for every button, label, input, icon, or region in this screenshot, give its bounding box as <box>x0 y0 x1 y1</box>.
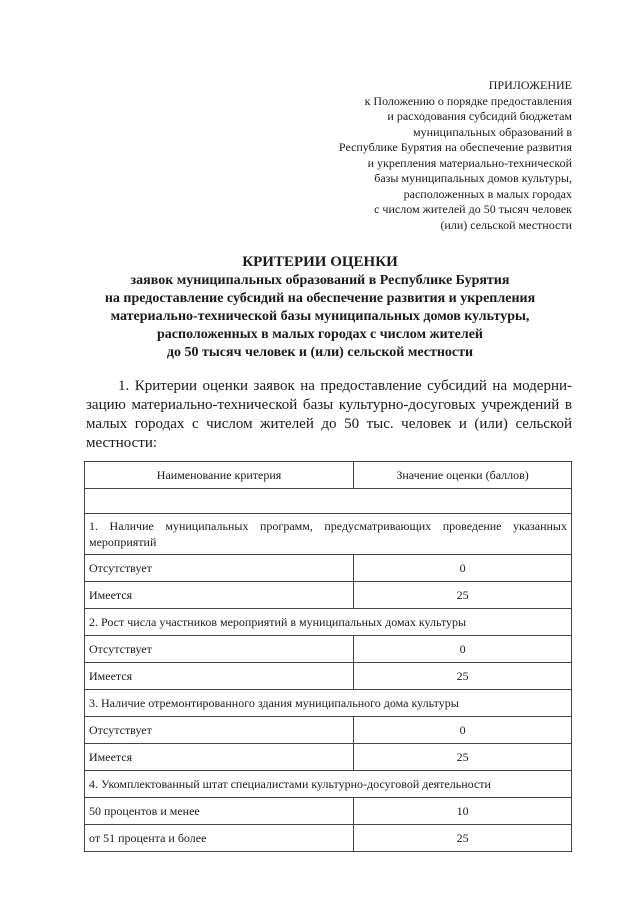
section-title: 2. Рост числа участников мероприятий в муниципальных домах культуры <box>85 609 572 636</box>
table-row <box>85 744 572 771</box>
section-row <box>85 771 572 798</box>
section-row <box>85 514 572 555</box>
section-title: 3. Наличие отремонтированного здания муниципального дома культуры <box>85 690 572 717</box>
option-label: Имеется <box>85 663 354 690</box>
header-criterion: Наименование критерия <box>85 462 354 489</box>
intro-line: зацию материально-технической базы культурно-досуговых учреждений в <box>86 397 572 413</box>
appendix-line: к Положению о порядке предоставления <box>364 93 572 108</box>
appendix-block <box>252 78 572 233</box>
appendix-heading: ПРИЛОЖЕНИЕ <box>488 78 572 92</box>
option-value: 25 <box>354 744 572 771</box>
title-line: материально-технической базы муниципальных домов культуры, <box>110 309 530 324</box>
option-value: 25 <box>354 582 572 609</box>
option-label: 50 процентов и менее <box>85 798 354 825</box>
option-label: Отсутствует <box>85 636 354 663</box>
appendix-line: и укрепления материально-технической <box>367 155 572 170</box>
table-row <box>85 582 572 609</box>
header-score: Значение оценки (баллов) <box>354 462 572 489</box>
table-row <box>85 636 572 663</box>
table-row <box>85 825 572 852</box>
table-header-row <box>85 462 572 489</box>
appendix-line: расположенных в малых городах <box>403 186 572 201</box>
appendix-line: (или) сельской местности <box>440 217 572 232</box>
title-main: КРИТЕРИИ ОЦЕНКИ <box>242 254 398 270</box>
title-line: на предоставление субсидий на обеспечение развития и укрепления <box>104 291 536 306</box>
appendix-line: и расходования субсидий бюджетам <box>387 109 572 123</box>
appendix-line: Республике Бурятия на обеспечение развития <box>338 140 572 154</box>
option-value: 0 <box>354 717 572 744</box>
document-title <box>60 253 580 362</box>
intro-line: 1. Критерии оценки заявок на предоставление субсидий на модерни- <box>118 378 572 394</box>
appendix-line: с числом жителей до 50 тысяч человек <box>374 202 572 216</box>
title-line: заявок муниципальных образований в Республике Бурятия <box>130 273 510 288</box>
option-value: 0 <box>354 555 572 582</box>
section-title: 1. Наличие муниципальных программ, предусматривающих проведение указанных мероприятий <box>85 514 572 555</box>
option-label: Отсутствует <box>85 717 354 744</box>
option-value: 10 <box>354 798 572 825</box>
option-value: 0 <box>354 636 572 663</box>
criteria-table <box>84 461 572 852</box>
option-value: 25 <box>354 663 572 690</box>
section-row <box>85 609 572 636</box>
option-label: Имеется <box>85 744 354 771</box>
section-title: 4. Укомплектованный штат специалистами культурно-досуговой деятельности <box>85 771 572 798</box>
option-value: 25 <box>354 825 572 852</box>
table-row <box>85 717 572 744</box>
intro-line: местности: <box>86 435 158 451</box>
table-row <box>85 798 572 825</box>
option-label: Отсутствует <box>85 555 354 582</box>
section-row <box>85 690 572 717</box>
appendix-line: базы муниципальных домов культуры, <box>374 171 572 185</box>
table-empty-row <box>85 489 572 514</box>
appendix-line: муниципальных образований в <box>413 124 572 139</box>
option-label: Имеется <box>85 582 354 609</box>
option-label: от 51 процента и более <box>85 825 354 852</box>
table-row <box>85 663 572 690</box>
table-row <box>85 555 572 582</box>
intro-line: малых городах с числом жителей до 50 тыс. человек и (или) сельской <box>86 416 572 432</box>
title-line: расположенных в малых городах с числом жителей <box>157 327 483 342</box>
intro-paragraph <box>86 377 572 453</box>
title-line: до 50 тысяч человек и (или) сельской местности <box>166 345 474 360</box>
